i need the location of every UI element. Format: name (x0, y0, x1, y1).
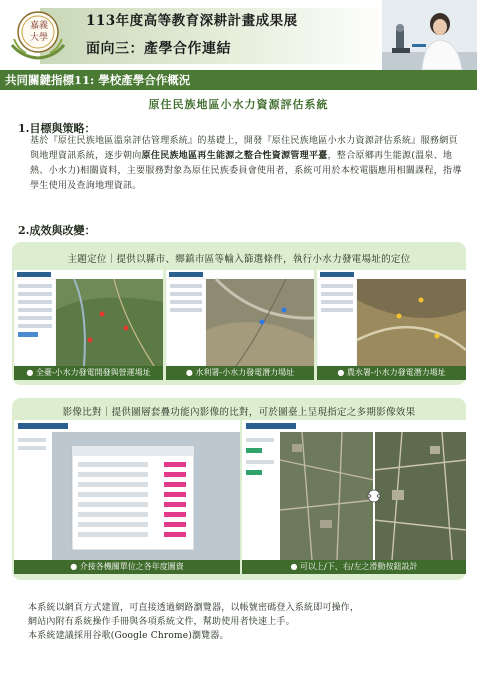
image-comparison-heading: 影像比對｜提供圖層套疊功能內影像的比對，可於圖臺上呈現指定之多期影像效果 (62, 407, 416, 418)
caption-water-resources: ● 水利署-小水力發電潛力場址 (166, 366, 314, 380)
objectives-text-emphasis: 原住民族地區再生能源之整合性資源管理平臺 (141, 151, 328, 161)
objectives-text-2: ，整合原鄉再生能源(溫泉、地熱、小水力)相關資料，主要服務對象為原住民族委員會使用者，系統可用於本校電腦應用相關課程，指導學生使用及查詢地理資訊。 (30, 151, 462, 191)
svg-text:學: 學 (39, 33, 49, 43)
aspect-subtitle: 面向三：產學合作連結 (86, 41, 231, 57)
svg-text:嘉: 嘉 (30, 21, 40, 31)
page-header (0, 0, 477, 70)
svg-text:義: 義 (39, 21, 49, 31)
note-line-1: 本系統以網頁方式建置，可直接透過網路瀏覽器，以帳號密碼登入系統即可操作， (28, 603, 360, 613)
image-comparison-panel (12, 398, 466, 580)
caption-swipe-slider: ● 可以上/下、右/左之滑動按鈕設計 (242, 560, 466, 574)
caption-irrigation-agency: ● 農水署-小水力發電潛力場址 (317, 366, 466, 380)
screenshot-national-sites-map (14, 270, 163, 366)
laboratory-photo (382, 0, 477, 70)
system-usage-note (28, 601, 458, 643)
note-line-3: 本系統建議採用谷歌(Google Chrome)瀏覽器。 (28, 631, 229, 641)
objectives-text-1: 基於『原住民族地區溫泉評估管理系統』的基礎上，開發『原住民族地區小水力資源評估系統』服務網頁與地理資訊系統，逐步朝向 (30, 136, 458, 161)
university-logo (4, 5, 72, 61)
screenshot-water-resources-map (166, 270, 314, 366)
svg-text:大: 大 (30, 33, 40, 43)
objectives-paragraph (30, 134, 462, 194)
results-heading: 2.成效與改變： (18, 224, 96, 237)
topic-positioning-panel (12, 242, 466, 385)
objectives-heading: 1.目標與策略： (18, 122, 96, 135)
screenshot-layer-selection-dialog (14, 420, 240, 560)
caption-agency-imagery: ● 介接各機關單位之各年度圖資 (14, 560, 240, 574)
exhibition-title: 113年度高等教育深耕計畫成果展 (86, 13, 298, 29)
topic-positioning-heading: 主題定位｜提供以縣市、鄉鎮市區等輸入篩選條件，執行小水力發電場址的定位 (67, 254, 411, 265)
screenshot-irrigation-agency-map (317, 270, 466, 366)
caption-national-sites: ● 全臺-小水力發電開發與營運場址 (14, 366, 163, 380)
system-name-heading: 原住民族地區小水力資源評估系統 (148, 98, 329, 111)
note-line-2: 網站內附有系統操作手冊與各項系統文件，幫助使用者快速上手。 (28, 617, 295, 627)
indicator-section-bar: 共同關鍵指標11: 學校產學合作概況 (0, 70, 477, 90)
screenshot-swipe-comparison-map (242, 420, 466, 560)
